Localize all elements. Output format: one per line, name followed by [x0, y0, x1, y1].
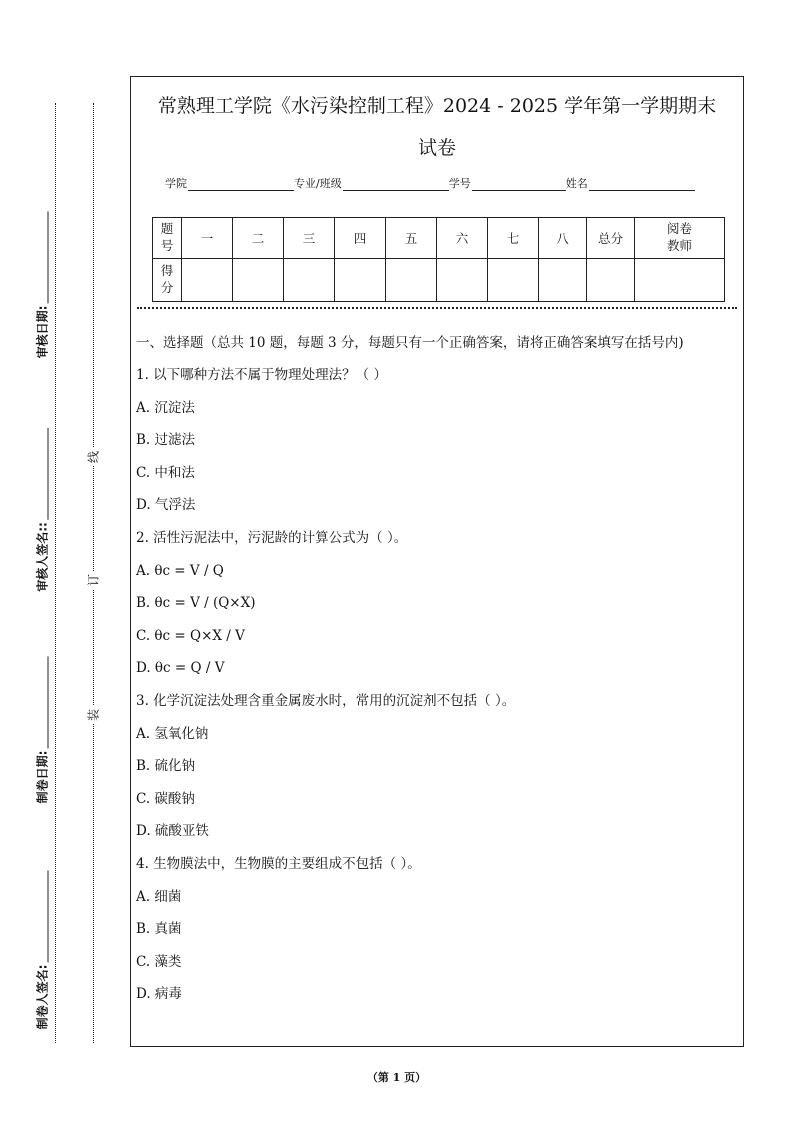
- college-label: 学院: [165, 177, 187, 190]
- outer-binding-line: [55, 103, 56, 1043]
- maker-signature-blank: [36, 871, 49, 963]
- score-col-header: 五: [386, 218, 437, 259]
- maker-signature-label: [34, 869, 51, 1032]
- question-2-option-d: D. θc = Q / V: [136, 660, 225, 677]
- bind-mark-order: 订: [85, 571, 102, 589]
- bind-mark-install: 装: [85, 706, 102, 724]
- student-id-field[interactable]: [472, 178, 566, 191]
- question-1-stem: 1. 以下哪种方法不属于物理处理法？（ ）: [136, 367, 387, 383]
- question-4-option-b: B. 真菌: [136, 921, 182, 938]
- exam-title-line2: 试卷: [417, 137, 456, 159]
- name-field[interactable]: [589, 178, 695, 191]
- student-info-row: [165, 175, 695, 191]
- score-cell[interactable]: [437, 259, 488, 302]
- made-date-text: 制卷日期:: [35, 750, 50, 804]
- question-4-option-a: A. 细菌: [136, 888, 182, 905]
- question-4-stem: 4. 生物膜法中，生物膜的主要组成不包括（ ）。: [136, 855, 421, 872]
- name-label: 姓名: [565, 177, 588, 190]
- score-cell-total[interactable]: [587, 259, 635, 302]
- question-1-option-a: A. 沉淀法: [136, 399, 195, 416]
- question-3-option-a: A. 氢氧化钠: [136, 725, 209, 742]
- score-col-header: 二: [233, 218, 284, 259]
- score-cell[interactable]: [539, 259, 587, 302]
- score-col-header: 八: [539, 218, 587, 259]
- made-date-label: [34, 655, 51, 806]
- college-field[interactable]: [188, 178, 294, 191]
- question-2-option-a: A. θc = V / Q: [136, 562, 224, 579]
- score-col-header: 七: [488, 218, 539, 259]
- question-4-option-c: C. 藻类: [136, 953, 182, 970]
- major-class-field[interactable]: [343, 178, 449, 191]
- bind-mark-line: 线: [85, 448, 102, 466]
- score-cell[interactable]: [182, 259, 233, 302]
- question-4-option-d: D. 病毒: [136, 986, 182, 1003]
- score-table: [152, 217, 725, 302]
- reviewer-signature-blank: [36, 428, 49, 520]
- score-col-header: 四: [335, 218, 386, 259]
- reviewer-signature-label: [34, 426, 51, 594]
- score-col-header: 一: [182, 218, 233, 259]
- page-number: （第 1 页）: [366, 1071, 427, 1084]
- dotted-separator: [137, 307, 737, 309]
- score-cell[interactable]: [284, 259, 335, 302]
- question-1-option-d: D. 气浮法: [136, 497, 196, 514]
- review-date-text: 审核日期:: [35, 305, 50, 359]
- score-col-header: 三: [284, 218, 335, 259]
- exam-frame: [130, 76, 744, 1047]
- question-2-option-c: C. θc = Q×X / V: [136, 627, 245, 644]
- review-date-label: [34, 210, 51, 361]
- question-3-option-d: D. 硫酸亚铁: [136, 823, 209, 840]
- question-3-option-b: B. 硫化钠: [136, 758, 196, 775]
- score-cell[interactable]: [386, 259, 437, 302]
- question-2-stem: 2. 活性污泥法中，污泥龄的计算公式为（ ）。: [136, 529, 408, 546]
- major-class-label: 专业/班级: [294, 177, 342, 190]
- score-col-header: 六: [437, 218, 488, 259]
- question-2-option-b: B. θc = V / (Q×X): [136, 595, 256, 612]
- section1-heading: 一、选择题（总共 10 题，每题 3 分，每题只有一个正确答案，请将正确答案填写在括号内): [136, 335, 684, 351]
- maker-signature-text: 制卷人签名:: [35, 964, 50, 1030]
- score-col-header-total: 总分: [587, 218, 635, 259]
- student-id-label: 学号: [448, 177, 471, 190]
- score-cell-reviewer[interactable]: [635, 259, 725, 302]
- score-table-header-score: 得分: [153, 259, 182, 302]
- score-cell[interactable]: [233, 259, 284, 302]
- made-date-blank: [36, 657, 49, 749]
- question-1-option-b: B. 过滤法: [136, 432, 196, 449]
- reviewer-signature-text: 审核人签名::: [35, 522, 50, 592]
- question-3-stem: 3. 化学沉淀法处理含重金属废水时，常用的沉淀剂不包括（ ）。: [136, 692, 516, 709]
- exam-content: [136, 333, 738, 1011]
- score-cell[interactable]: [488, 259, 539, 302]
- review-date-blank: [36, 212, 49, 304]
- question-3-option-c: C. 碳酸钠: [136, 790, 195, 807]
- score-cell[interactable]: [335, 259, 386, 302]
- exam-title-line1: 常熟理工学院《水污染控制工程》2024 - 2025 学年第一学期期末: [157, 95, 717, 117]
- score-col-header-reviewer: 阅卷教师: [635, 218, 725, 259]
- score-table-header-question: 题号: [153, 218, 182, 259]
- question-1-option-c: C. 中和法: [136, 464, 195, 481]
